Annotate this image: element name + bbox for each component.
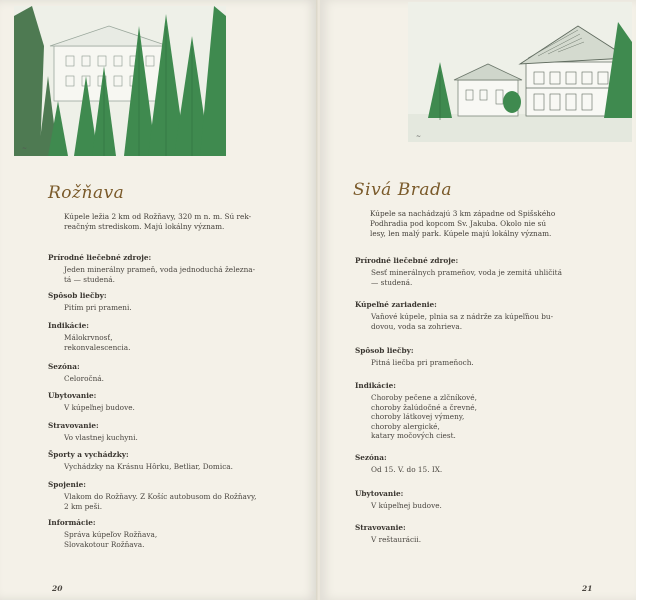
- body-line: 2 km peši.: [64, 501, 103, 511]
- spa-building-drawing: [408, 2, 632, 142]
- rozhnava-illustration: [14, 6, 226, 156]
- section-heading: Ubytovanie:: [48, 391, 97, 400]
- section-body: [371, 268, 605, 287]
- section-body: [64, 333, 298, 352]
- body-line: choroby žalúdočné a črevné,: [371, 402, 477, 412]
- body-line: V reštaurácii.: [371, 535, 422, 544]
- section-season: [48, 362, 298, 384]
- body-line: V kúpeľnej budove.: [64, 403, 135, 412]
- body-line: Vychádzky na Krásnu Hôrku, Betliar, Domica.: [64, 462, 233, 471]
- forest-building-drawing: [14, 6, 226, 156]
- section-body: [64, 530, 298, 549]
- section-body: [64, 265, 298, 284]
- section-heading: Indikácie:: [48, 321, 89, 330]
- intro-line: lesy, len malý park. Kúpele majú lokálny význam.: [370, 229, 552, 239]
- page-number: 20: [52, 584, 63, 593]
- section-accommodation: [48, 391, 298, 413]
- body-line: choroby látkovej výmeny,: [371, 412, 465, 422]
- svg-text:~: ~: [22, 145, 28, 152]
- section-heading: Sezóna:: [355, 453, 387, 462]
- body-line: Od 15. V. do 15. IX.: [371, 465, 443, 474]
- body-line: V kúpeľnej budove.: [371, 501, 442, 510]
- body-line: Vaňové kúpele, plnia sa z nádrže za kúpeľňou bu-: [371, 312, 554, 321]
- section-body: [371, 535, 605, 545]
- left-title: Rožňava: [48, 183, 125, 203]
- left-page: [0, 0, 318, 600]
- section-connection: [48, 480, 298, 511]
- body-line: Málokrvnosť,: [64, 333, 113, 342]
- section-catering: [48, 421, 298, 443]
- section-body: [371, 393, 605, 441]
- section-information: [48, 518, 298, 549]
- body-line: Pitím pri prameni.: [64, 303, 132, 312]
- section-heading: Stravovanie:: [355, 523, 406, 532]
- body-line: katary močových ciest.: [371, 431, 456, 441]
- section-heading: Športy a vychádzky:: [48, 450, 129, 459]
- section-accommodation: [355, 489, 605, 511]
- section-heading: Sezóna:: [48, 362, 80, 371]
- section-heading: Spôsob liečby:: [355, 346, 414, 355]
- intro-line: reačným strediskom. Majú lokálny význam.: [64, 222, 225, 232]
- body-line: Pitná liečba pri prameňoch.: [371, 358, 474, 367]
- section-body: [64, 433, 298, 443]
- section-heading: Indikácie:: [355, 381, 396, 390]
- intro-line: Podhradia pod kopcom Sv. Jakuba. Okolo nie sú: [370, 219, 547, 229]
- svg-text:~: ~: [416, 133, 422, 140]
- section-body: [371, 465, 605, 475]
- section-heading: Spojenie:: [48, 480, 86, 489]
- section-heading: Kúpeľné zariadenie:: [355, 300, 437, 309]
- section-natural-sources: [355, 256, 605, 287]
- section-body: [64, 374, 298, 384]
- section-body: [64, 492, 298, 511]
- section-treatment-method: [355, 346, 605, 368]
- intro-line: Kúpele sa nachádzajú 3 km západne od Spišského: [370, 209, 556, 218]
- section-spa-facility: [355, 300, 605, 331]
- body-line: Sesť minerálnych prameňov, voda je zemitá uhličitá: [371, 268, 562, 277]
- body-line: rekonvalescencia.: [64, 342, 131, 352]
- section-catering: [355, 523, 605, 545]
- page-edge: [638, 0, 646, 600]
- section-heading: Prírodné liečebné zdroje:: [355, 256, 459, 265]
- body-line: Správa kúpeľov Rožňava,: [64, 530, 158, 539]
- section-body: [64, 303, 298, 313]
- body-line: tá — studená.: [64, 274, 115, 284]
- body-line: choroby alergické,: [371, 421, 440, 431]
- section-indications: [48, 321, 298, 352]
- section-body: [64, 403, 298, 413]
- body-line: Slovakotour Rožňava.: [64, 539, 145, 549]
- section-season: [355, 453, 605, 475]
- section-treatment-method: [48, 291, 298, 313]
- section-heading: Ubytovanie:: [355, 489, 404, 498]
- section-heading: Informácie:: [48, 518, 96, 527]
- body-line: Vlakom do Rožňavy. Z Košíc autobusom do Rožňavy,: [64, 492, 257, 501]
- right-title: Sivá Brada: [353, 180, 452, 200]
- body-line: — studená.: [371, 277, 413, 287]
- section-body: [371, 501, 605, 511]
- section-heading: Stravovanie:: [48, 421, 99, 430]
- body-line: Jeden minerálny prameň, voda jednoduchá železna-: [64, 265, 256, 274]
- body-line: Vo vlastnej kuchyni.: [64, 433, 138, 442]
- body-line: Celoročná.: [64, 374, 104, 383]
- right-intro: [370, 209, 620, 240]
- page-number: 21: [582, 584, 593, 593]
- section-natural-sources: [48, 253, 298, 284]
- left-intro: [64, 212, 294, 232]
- section-indications: [355, 381, 605, 441]
- intro-line: Kúpele ležia 2 km od Rožňavy, 320 m n. m. Sú rek-: [64, 212, 252, 221]
- section-heading: Prírodné liečebné zdroje:: [48, 253, 152, 262]
- section-sports-walks: [48, 450, 298, 472]
- section-body: [371, 358, 605, 368]
- section-heading: Spôsob liečby:: [48, 291, 107, 300]
- section-body: [64, 462, 298, 472]
- siva-brada-illustration: [408, 2, 632, 142]
- body-line: Choroby pečene a zlčníkové,: [371, 393, 477, 402]
- section-body: [371, 312, 605, 331]
- right-page: [320, 0, 636, 600]
- body-line: dovou, voda sa zohrieva.: [371, 321, 463, 331]
